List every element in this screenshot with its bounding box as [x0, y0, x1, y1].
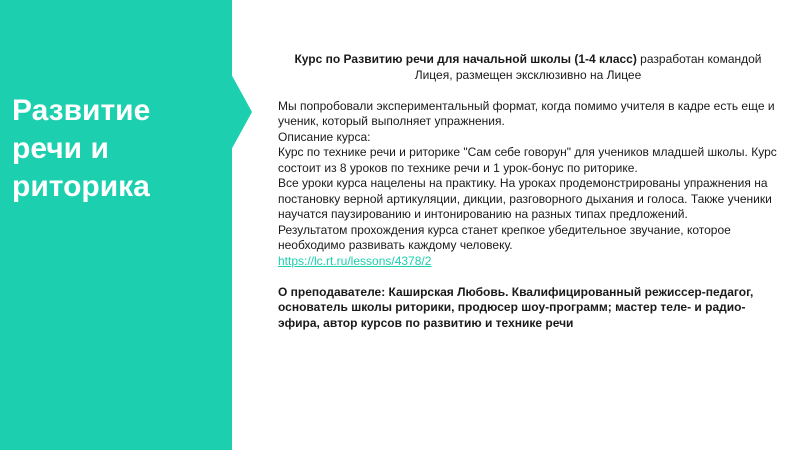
paragraph-lessons: Все уроки курса нацелены на практику. На уроках продемонстрированы упражнения на постановку верной артикуляции, дикции, разговорного дыхания и голоса. Также ученики научатся паузированию и интонированию на разных типах предложений. — [278, 176, 772, 221]
title-panel — [0, 0, 232, 450]
paragraph-description-label: Описание курса: — [278, 129, 371, 144]
course-header — [278, 52, 778, 83]
arrow-pointer-icon — [230, 72, 252, 152]
paragraph-course-summary: Курс по технике речи и риторике "Сам себе говорун" для учеников младшей школы. Курс состоит из 8 уроков по технике речи и 1 урок-бонус по риторике. — [278, 145, 777, 175]
spacer — [278, 269, 778, 285]
course-header-rest: разработан командой Лицея, размещен эксклюзивно на Лицее — [414, 52, 762, 82]
spacer — [278, 83, 778, 99]
course-link[interactable]: https://lc.rt.ru/lessons/4378/2 — [278, 253, 432, 268]
course-description — [278, 52, 778, 331]
teacher-info: О преподавателе: Каширская Любовь. Квалифицированный режиссер-педагог, основатель школы риторики, продюсер шоу-программ; мастер теле- и радио-эфира, автор курсов по развитию и технике речи — [278, 284, 754, 330]
slide-title: Развитие речи и риторика — [12, 94, 151, 203]
course-header-bold: Курс по Развитию речи для начальной школы (1-4 класс) — [294, 52, 637, 66]
paragraph-result: Результатом прохождения курса станет крепкое убедительное звучание, которое необходимо развивать каждому человеку. — [278, 222, 731, 252]
paragraph-format: Мы попробовали экспериментальный формат, когда помимо учителя в кадре есть еще и ученик, который выполняет упражнения. — [278, 98, 775, 128]
